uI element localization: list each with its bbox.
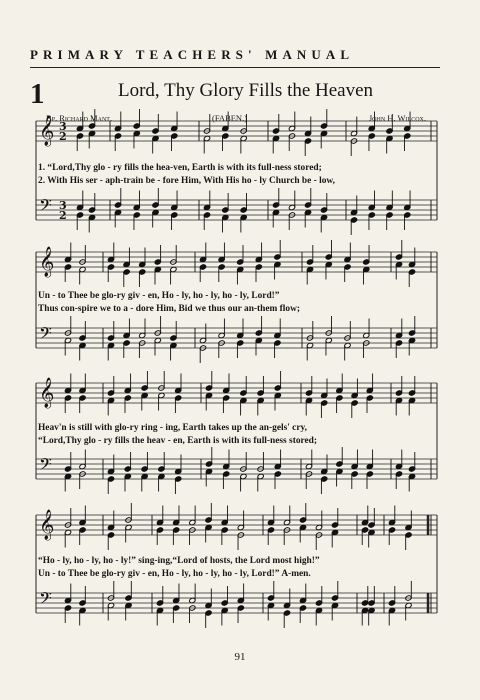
lyric-line: “Ho - ly, ho - ly, ho - ly!” sing-ing,“Lord of hosts, the Lord most high!” [38, 556, 320, 566]
bass-clef: 𝄢 [39, 323, 52, 347]
tune-name: (FABEN.) [212, 113, 248, 123]
time-signature-bottom: 2 [59, 130, 67, 143]
bass-clef: 𝄢 [39, 195, 52, 219]
lyric-line: Un - to Thee be glo-ry giv - en, Ho - ly, ho - ly, ho - ly, Lord!” [38, 291, 280, 301]
time-signature-bottom: 2 [59, 209, 67, 222]
treble-clef: 𝄞 [39, 116, 55, 146]
lyric-line: 1. “Lord,Thy glo - ry fills the hea-ven, Earth is with its full-ness stored; [38, 163, 322, 173]
hymn-number: 1 [30, 78, 45, 110]
hymn-author: Bp. Richard Mant. [46, 113, 113, 123]
time-signature-top: 3 [59, 120, 67, 133]
lyric-line: “Lord,Thy glo - ry fills the heav - en, Earth is with its full-ness stored; [38, 436, 317, 446]
hymn-title: Lord, Thy Glory Fills the Heaven [118, 80, 374, 101]
lyric-line: Un - to Thee be glo-ry giv - en, Ho - ly, ho - ly, ho - ly, Lord!” A-men. [38, 569, 311, 579]
bass-clef: 𝄢 [39, 454, 52, 478]
bass-clef: 𝄢 [39, 588, 52, 612]
treble-clef: 𝄞 [39, 510, 55, 540]
time-signature-top: 3 [59, 199, 67, 212]
page-number: 91 [234, 651, 246, 663]
hymn-composer: John H. Wilcox. [368, 113, 426, 123]
treble-clef: 𝄞 [39, 247, 55, 277]
lyric-line: Heav'n is still with glo-ry ring - ing, Earth takes up the an-gels' cry, [38, 423, 308, 433]
running-head: PRIMARY TEACHERS' MANUAL [30, 47, 355, 62]
lyric-line: Thus con-spire we to a - dore Him, Bid we thus our an-them flow; [38, 304, 300, 314]
treble-clef: 𝄞 [39, 378, 55, 408]
lyric-line: 2. With His ser - aph-train be - fore Him, With His ho - ly Church be - low, [38, 176, 335, 186]
